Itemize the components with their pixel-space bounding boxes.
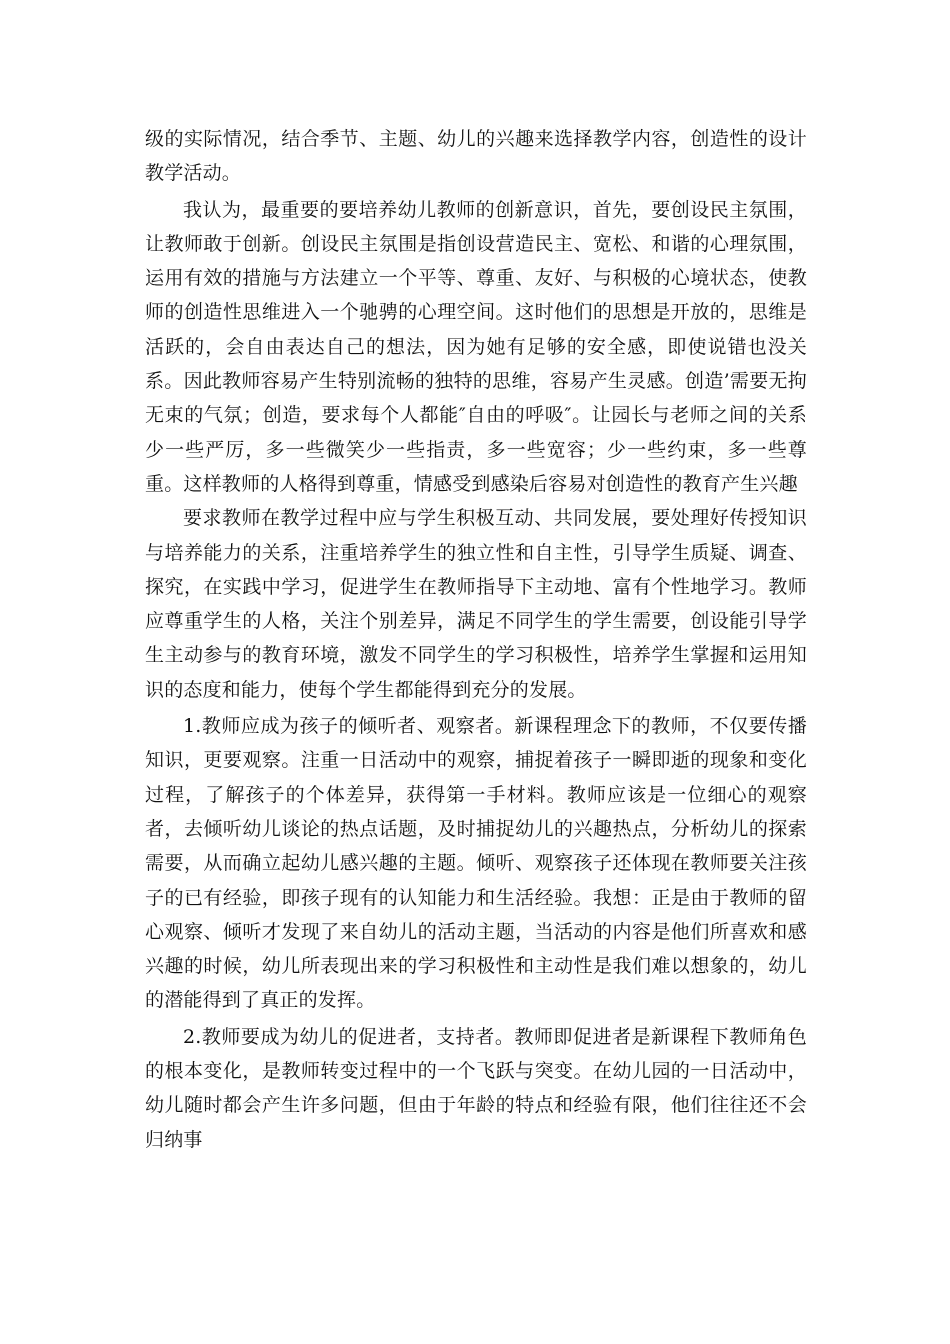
paragraph-5: 2.教师要成为幼儿的促进者，支持者。教师即促进者是新课程下教师角色的根本变化，是教师转变过程中的一个飞跃与突变。在幼儿园的一日活动中，幼儿随时都会产生许多问题，但由于年龄的特点和经验有限，他们往往还不会归纳事 [145, 1025, 807, 1151]
paragraph-3: 要求教师在教学过程中应与学生积极互动、共同发展，要处理好传授知识与培养能力的关系，注重培养学生的独立性和自主性，引导学生质疑、调查、探究，在实践中学习，促进学生在教师指导下主动地、富有个性地学习。教师应尊重学生的人格，关注个别差异，满足不同学生的学生需要，创设能引导学生主动参与的教育环境，激发不同学生的学习积极性，培养学生掌握和运用知识的态度和能力，使每个学生都能得到充分的发展。 [145, 507, 807, 701]
document-body [145, 122, 807, 1157]
paragraph-4: 1.教师应成为孩子的倾听者、观察者。新课程理念下的教师，不仅要传播知识，更要观察。注重一日活动中的观察，捕捉着孩子一瞬即逝的现象和变化过程，了解孩子的个体差异，获得第一手材料。教师应该是一位细心的观察者，去倾听幼儿谈论的热点话题，及时捕捉幼儿的兴趣热点，分析幼儿的探索需要，从而确立起幼儿感兴趣的主题。倾听、观察孩子还体现在教师要关注孩子的已有经验，即孩子现有的认知能力和生活经验。我想：正是由于教师的留心观察、倾听才发现了来自幼儿的活动主题，当活动的内容是他们所喜欢和感兴趣的时候，幼儿所表现出来的学习积极性和主动性是我们难以想象的，幼儿的潜能得到了真正的发挥。 [145, 715, 807, 1012]
paragraph-1: 级的实际情况，结合季节、主题、幼儿的兴趣来选择教学内容，创造性的设计教学活动。 [145, 128, 807, 185]
paragraph-2: 我认为，最重要的要培养幼儿教师的创新意识，首先，要创设民主氛围，让教师敢于创新。创设民主氛围是指创设营造民主、宽松、和谐的心理氛围，运用有效的措施与方法建立一个平等、尊重、友好、与积极的心境状态，使教师的创造性思维进入一个驰骋的心理空间。这时他们的思想是开放的，思维是活跃的，会自由表达自己的想法，因为她有足够的安全感，即使说错也没关系。因此教师容易产生特别流畅的独特的思维，容易产生灵感。创造’需要无拘无束的气氛；创造，要求每个人都能″自由的呼吸″。让园长与老师之间的关系少一些严厉，多一些微笑少一些指责，多一些宽容；少一些约束，多一些尊重。这样教师的人格得到尊重，情感受到感染后容易对创造性的教育产生兴趣 [145, 198, 807, 495]
